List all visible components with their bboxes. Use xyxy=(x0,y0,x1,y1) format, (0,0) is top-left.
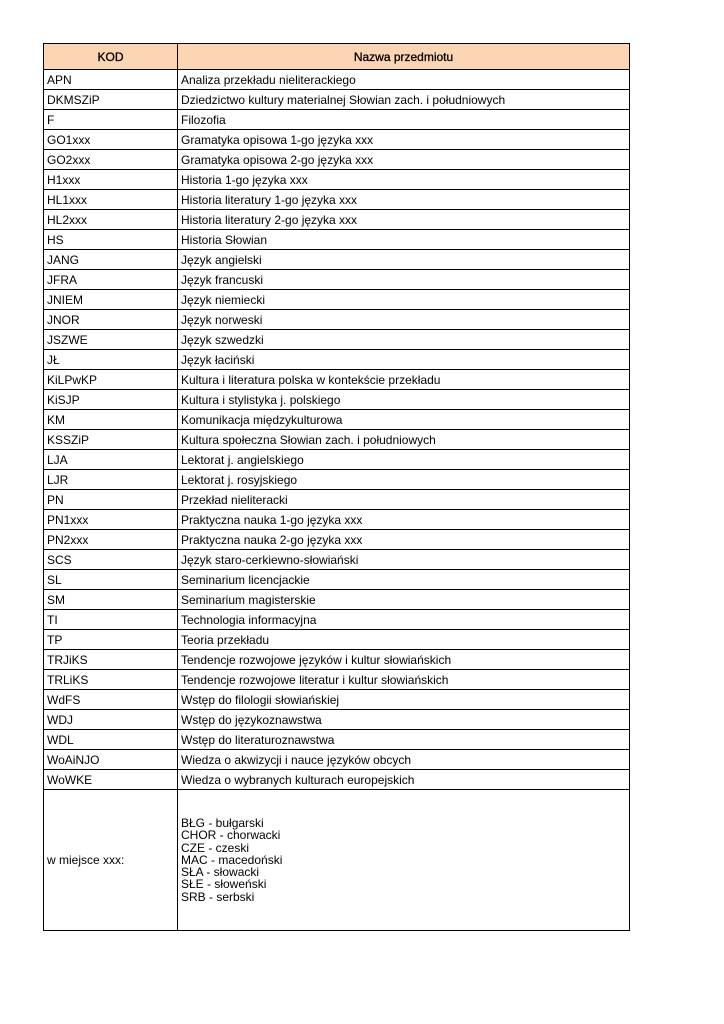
table-row xyxy=(44,730,630,750)
course-code: KiLPwKP xyxy=(44,370,178,390)
legend-item: SŁE - słoweński xyxy=(181,877,267,892)
header-name: Nazwa przedmiotu xyxy=(178,44,630,70)
table-row xyxy=(44,470,630,490)
table-row xyxy=(44,750,630,770)
course-name: Dziedzictwo kultury materialnej Słowian zach. i południowych xyxy=(178,90,630,110)
course-code: HS xyxy=(44,230,178,250)
course-name: Technologia informacyjna xyxy=(178,610,630,630)
table-row xyxy=(44,230,630,250)
course-name: Praktyczna nauka 1-go języka xxx xyxy=(178,510,630,530)
header-row xyxy=(44,44,630,70)
course-name: Język francuski xyxy=(178,270,630,290)
course-name: Tendencje rozwojowe literatur i kultur słowiańskich xyxy=(178,670,630,690)
table-row xyxy=(44,330,630,350)
header-code: KOD xyxy=(44,44,178,70)
legend-item: CHOR - chorwacki xyxy=(181,828,281,843)
course-name: Wstęp do językoznawstwa xyxy=(178,710,630,730)
table-row xyxy=(44,610,630,630)
course-code: H1xxx xyxy=(44,170,178,190)
course-code: JŁ xyxy=(44,350,178,370)
table-row xyxy=(44,90,630,110)
course-name: Język niemiecki xyxy=(178,290,630,310)
course-code: JANG xyxy=(44,250,178,270)
table-row xyxy=(44,510,630,530)
table-row xyxy=(44,590,630,610)
course-name: Lektorat j. angielskiego xyxy=(178,450,630,470)
table-row xyxy=(44,570,630,590)
course-code: JNOR xyxy=(44,310,178,330)
course-code: GO1xxx xyxy=(44,130,178,150)
course-code: KM xyxy=(44,410,178,430)
course-code: TRLiKS xyxy=(44,670,178,690)
course-name: Seminarium licencjackie xyxy=(178,570,630,590)
legend-label: w miejsce xxx: xyxy=(44,790,178,931)
course-code: SCS xyxy=(44,550,178,570)
legend-item: MAC - macedoński xyxy=(181,852,283,867)
table-row xyxy=(44,310,630,330)
course-name: Wiedza o wybranych kulturach europejskich xyxy=(178,770,630,790)
course-name: Gramatyka opisowa 1-go języka xxx xyxy=(178,130,630,150)
course-name: Teoria przekładu xyxy=(178,630,630,650)
table-row xyxy=(44,70,630,90)
course-code: KiSJP xyxy=(44,390,178,410)
table-row xyxy=(44,550,630,570)
table-row xyxy=(44,650,630,670)
course-code: DKMSZiP xyxy=(44,90,178,110)
course-code: TI xyxy=(44,610,178,630)
table-row xyxy=(44,430,630,450)
table-row xyxy=(44,710,630,730)
course-name: Tendencje rozwojowe języków i kultur słowiańskich xyxy=(178,650,630,670)
course-code: WdFS xyxy=(44,690,178,710)
course-name: Gramatyka opisowa 2-go języka xxx xyxy=(178,150,630,170)
table-row xyxy=(44,450,630,470)
table-row xyxy=(44,370,630,390)
course-name: Język angielski xyxy=(178,250,630,270)
course-code: F xyxy=(44,110,178,130)
course-code: PN xyxy=(44,490,178,510)
course-name: Historia 1-go języka xxx xyxy=(178,170,630,190)
table-row xyxy=(44,270,630,290)
table-row xyxy=(44,670,630,690)
table-row xyxy=(44,350,630,370)
table-row xyxy=(44,150,630,170)
table-row xyxy=(44,530,630,550)
table-row xyxy=(44,390,630,410)
course-name: Język staro-cerkiewno-słowiański xyxy=(178,550,630,570)
table-row xyxy=(44,190,630,210)
course-name: Kultura i stylistyka j. polskiego xyxy=(178,390,630,410)
legend-item: BŁG - bułgarski xyxy=(181,816,264,831)
course-code: PN1xxx xyxy=(44,510,178,530)
table-row xyxy=(44,770,630,790)
course-name: Kultura i literatura polska w kontekście przekładu xyxy=(178,370,630,390)
course-code: SL xyxy=(44,570,178,590)
course-code: TP xyxy=(44,630,178,650)
table-row xyxy=(44,690,630,710)
table-row xyxy=(44,210,630,230)
table-row xyxy=(44,170,630,190)
table-body xyxy=(44,70,630,931)
table-row xyxy=(44,130,630,150)
course-code: HL2xxx xyxy=(44,210,178,230)
course-code: JFRA xyxy=(44,270,178,290)
legend-item: SRB - serbski xyxy=(181,889,255,904)
course-name: Wiedza o akwizycji i nauce języków obcych xyxy=(178,750,630,770)
legend-item: CZE - czeski xyxy=(181,840,250,855)
course-name: Filozofia xyxy=(178,110,630,130)
course-name: Przekład nieliteracki xyxy=(178,490,630,510)
table-row xyxy=(44,490,630,510)
course-name: Historia Słowian xyxy=(178,230,630,250)
table-row xyxy=(44,110,630,130)
course-code: WoAiNJO xyxy=(44,750,178,770)
course-name: Język szwedzki xyxy=(178,330,630,350)
course-name: Język norweski xyxy=(178,310,630,330)
table-row xyxy=(44,410,630,430)
course-name: Język łaciński xyxy=(178,350,630,370)
course-name: Komunikacja międzykulturowa xyxy=(178,410,630,430)
course-code: WDL xyxy=(44,730,178,750)
course-name: Praktyczna nauka 2-go języka xxx xyxy=(178,530,630,550)
table-row xyxy=(44,250,630,270)
course-codes-table xyxy=(43,43,630,931)
table-row xyxy=(44,630,630,650)
course-code: JNIEM xyxy=(44,290,178,310)
course-code: APN xyxy=(44,70,178,90)
legend-item: SŁA - słowacki xyxy=(181,865,260,880)
table-row xyxy=(44,290,630,310)
course-code: WDJ xyxy=(44,710,178,730)
course-code: LJR xyxy=(44,470,178,490)
course-name: Wstęp do filologii słowiańskiej xyxy=(178,690,630,710)
course-name: Lektorat j. rosyjskiego xyxy=(178,470,630,490)
course-name: Analiza przekładu nieliterackiego xyxy=(178,70,630,90)
course-code: KSSZiP xyxy=(44,430,178,450)
course-code: WoWKE xyxy=(44,770,178,790)
course-code: GO2xxx xyxy=(44,150,178,170)
course-name: Kultura społeczna Słowian zach. i południowych xyxy=(178,430,630,450)
course-name: Wstęp do literaturoznawstwa xyxy=(178,730,630,750)
course-code: JSZWE xyxy=(44,330,178,350)
course-code: PN2xxx xyxy=(44,530,178,550)
legend-row xyxy=(44,790,630,931)
course-code: HL1xxx xyxy=(44,190,178,210)
legend-list xyxy=(178,790,630,931)
course-code: SM xyxy=(44,590,178,610)
course-name: Historia literatury 2-go języka xxx xyxy=(178,210,630,230)
course-code: TRJiKS xyxy=(44,650,178,670)
course-code: LJA xyxy=(44,450,178,470)
course-name: Historia literatury 1-go języka xxx xyxy=(178,190,630,210)
course-name: Seminarium magisterskie xyxy=(178,590,630,610)
